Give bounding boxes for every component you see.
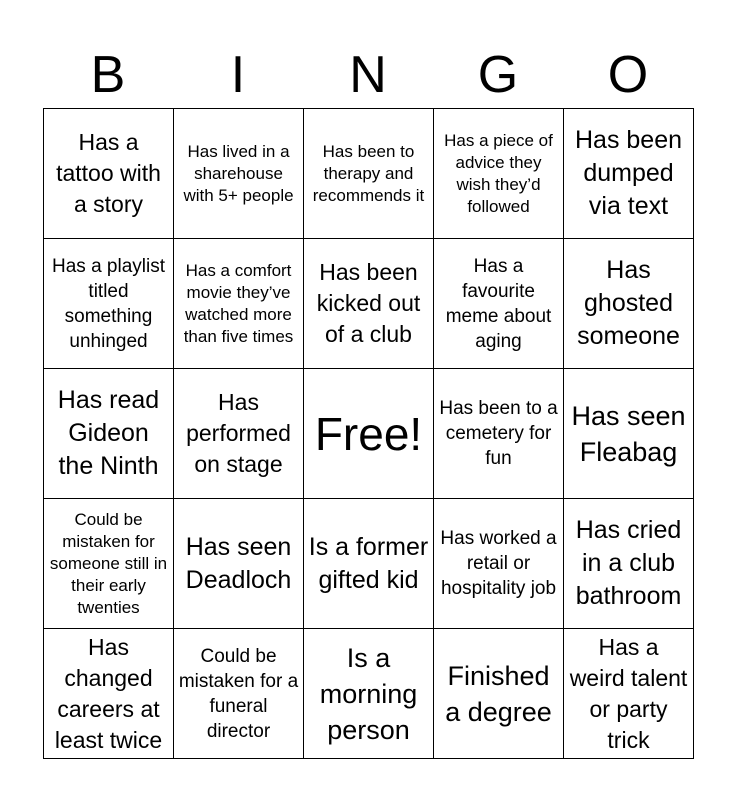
header-letter-n: N	[349, 46, 387, 104]
header-letter-g: G	[477, 46, 519, 104]
bingo-cell: Has been to therapy and recommends it	[304, 109, 434, 239]
bingo-header	[43, 42, 693, 108]
bingo-cell: Is a morning person	[304, 629, 434, 759]
bingo-cell: Has cried in a club bathroom	[564, 499, 694, 629]
bingo-cell: Finished a degree	[434, 629, 564, 759]
bingo-cell: Could be mistaken for a funeral director	[174, 629, 304, 759]
bingo-row	[44, 499, 694, 629]
bingo-cell: Has a piece of advice they wish they’d followed	[434, 109, 564, 239]
bingo-cell: Is a former gifted kid	[304, 499, 434, 629]
header-letter-i: I	[230, 46, 246, 104]
bingo-cell: Has a playlist titled something unhinged	[44, 239, 174, 369]
bingo-cell: Could be mistaken for someone still in their early twenties	[44, 499, 174, 629]
bingo-row	[44, 629, 694, 759]
bingo-cell: Has a comfort movie they’ve watched more than five times	[174, 239, 304, 369]
bingo-row	[44, 239, 694, 369]
bingo-cell: Has performed on stage	[174, 369, 304, 499]
bingo-grid	[43, 108, 694, 759]
bingo-cell: Has seen Fleabag	[564, 369, 694, 499]
bingo-free-cell: Free!	[304, 369, 434, 499]
bingo-cell: Has a favourite meme about aging	[434, 239, 564, 369]
bingo-cell: Has been dumped via text	[564, 109, 694, 239]
bingo-cell: Has worked a retail or hospitality job	[434, 499, 564, 629]
bingo-row	[44, 369, 694, 499]
bingo-cell: Has been kicked out of a club	[304, 239, 434, 369]
bingo-cell: Has been to a cemetery for fun	[434, 369, 564, 499]
bingo-cell: Has a tattoo with a story	[44, 109, 174, 239]
bingo-cell: Has seen Deadloch	[174, 499, 304, 629]
bingo-cell: Has read Gideon the Ninth	[44, 369, 174, 499]
bingo-row	[44, 109, 694, 239]
bingo-cell: Has ghosted someone	[564, 239, 694, 369]
bingo-cell: Has lived in a sharehouse with 5+ people	[174, 109, 304, 239]
header-letter-o: O	[607, 46, 649, 104]
bingo-cell: Has changed careers at least twice	[44, 629, 174, 759]
bingo-cell: Has a weird talent or party trick	[564, 629, 694, 759]
header-letter-b: B	[90, 46, 126, 104]
